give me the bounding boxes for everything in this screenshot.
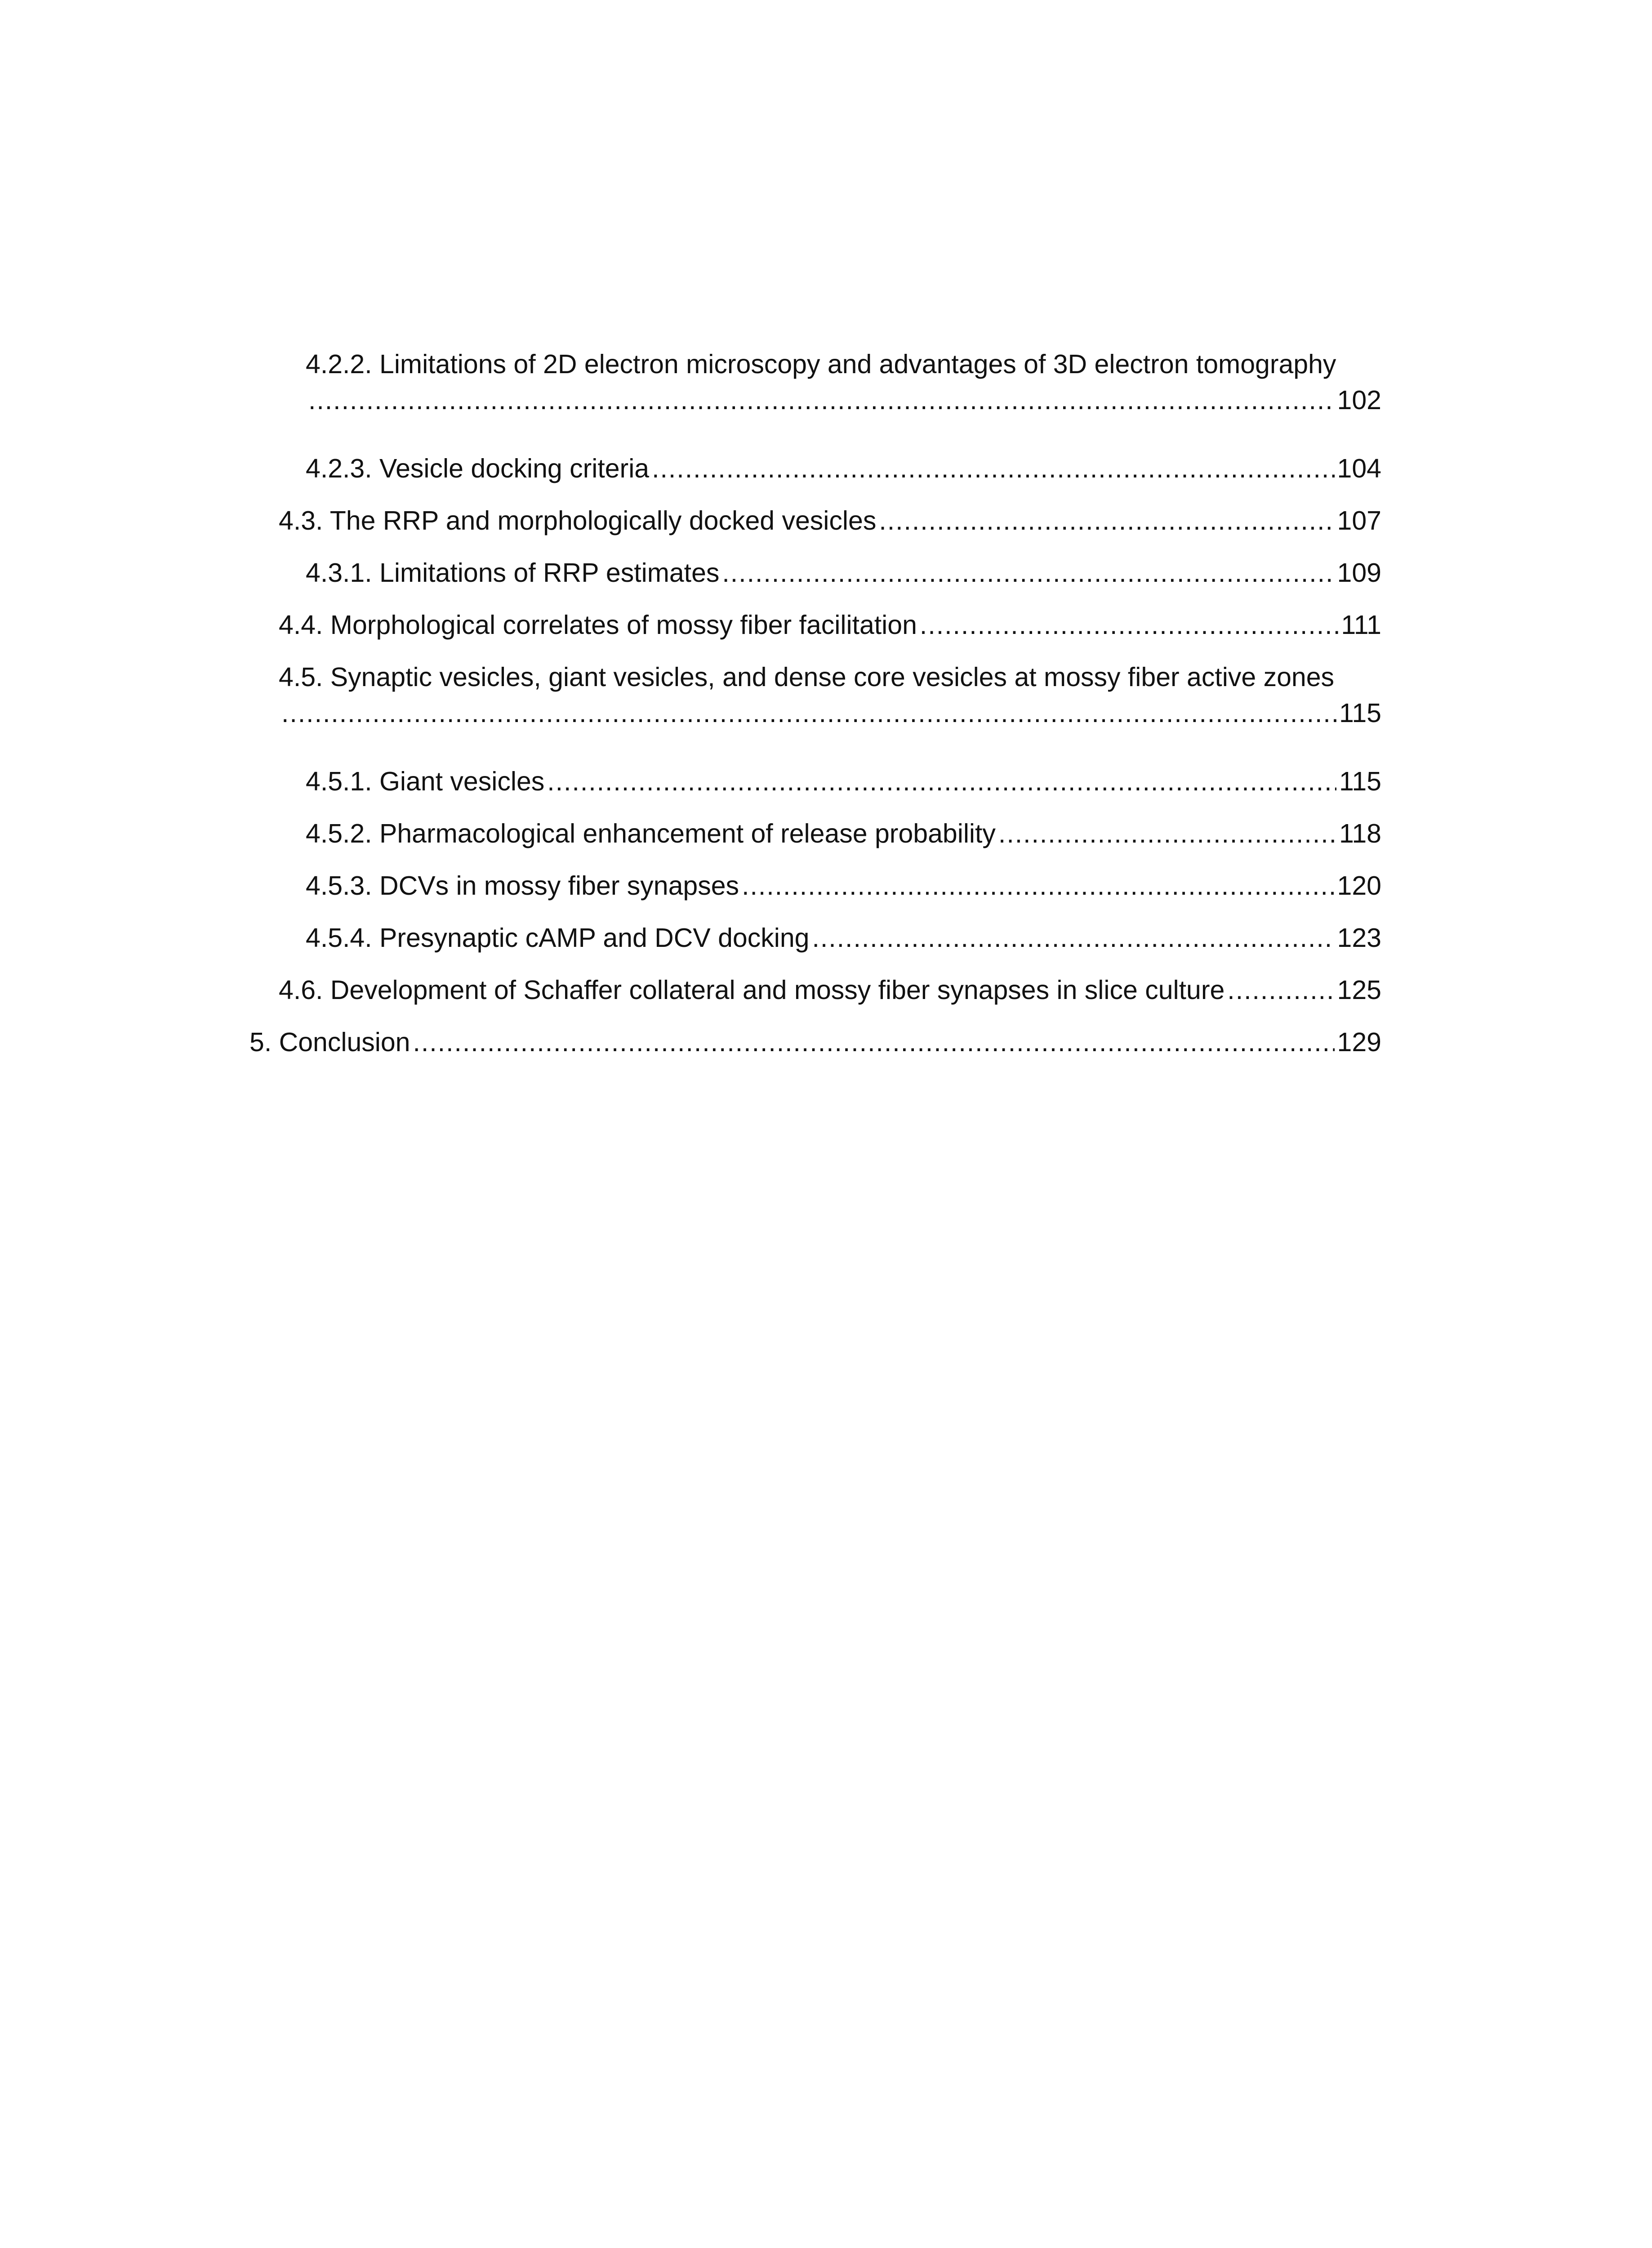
toc-entry-title: 5. Conclusion — [249, 1027, 410, 1057]
toc-page-number: 104 — [1337, 454, 1381, 483]
toc-leader-dots — [742, 868, 1334, 904]
toc-entry-4-3[interactable] — [279, 503, 1381, 539]
toc-page-number: 102 — [1337, 385, 1381, 415]
toc-leader-dots — [998, 816, 1336, 852]
toc-entry-5[interactable] — [249, 1024, 1381, 1060]
toc-page-number: 123 — [1337, 923, 1381, 953]
toc-entry-title: 4.2.3. Vesicle docking criteria — [306, 454, 650, 483]
toc-leader-dots — [722, 555, 1334, 591]
toc-entry-4-3-1[interactable] — [306, 555, 1381, 591]
toc-entry-title: 4.2.2. Limitations of 2D electron microscopy and advantages of 3D electron tomography — [306, 349, 1336, 379]
toc-entry-4-4[interactable] — [279, 607, 1381, 643]
toc-leader-dots — [281, 695, 1336, 731]
toc-page-number: 129 — [1337, 1027, 1381, 1057]
toc-entry-4-5-2[interactable] — [306, 816, 1381, 852]
toc-page-number: 111 — [1341, 610, 1381, 640]
toc-leader-dots — [308, 382, 1335, 418]
toc-entry-title: 4.5.2. Pharmacological enhancement of release probability — [306, 819, 996, 848]
toc-page-number: 115 — [1339, 767, 1381, 796]
toc-entry-4-5-1[interactable] — [306, 763, 1381, 799]
toc-entry-title: 4.4. Morphological correlates of mossy fiber facilitation — [279, 610, 917, 640]
toc-entry-title: 4.6. Development of Schaffer collateral and mossy fiber synapses in slice culture — [279, 975, 1225, 1005]
toc-leader-dots — [812, 920, 1334, 956]
toc-page-number: 118 — [1339, 819, 1381, 848]
toc-entry-4-6[interactable] — [279, 972, 1381, 1008]
toc-entry-title: 4.3.1. Limitations of RRP estimates — [306, 558, 720, 588]
toc-page-number: 120 — [1337, 871, 1381, 901]
toc-page-number: 107 — [1337, 506, 1381, 535]
toc-entry-title: 4.5.4. Presynaptic cAMP and DCV docking — [306, 923, 810, 953]
toc-leader-dots — [920, 607, 1338, 643]
toc-page-number: 109 — [1337, 558, 1381, 588]
toc-entry-title: 4.5.1. Giant vesicles — [306, 767, 545, 796]
toc-leader-dots — [879, 503, 1334, 539]
toc-leader-dots — [413, 1024, 1335, 1060]
toc-leader-dots — [652, 450, 1334, 486]
toc-page-number: 125 — [1337, 975, 1381, 1005]
toc-leader-dots — [547, 763, 1336, 799]
toc-entry-title: 4.5. Synaptic vesicles, giant vesicles, and dense core vesicles at mossy fiber active zones — [279, 662, 1335, 692]
toc-entry-4-2-3[interactable] — [306, 450, 1381, 486]
toc-entry-title: 4.5.3. DCVs in mossy fiber synapses — [306, 871, 739, 901]
toc-entry-4-2-2[interactable] — [306, 346, 1381, 418]
toc-entry-4-5-4[interactable] — [306, 920, 1381, 956]
toc-leader-dots — [1227, 972, 1334, 1008]
toc-entry-4-5-3[interactable] — [306, 868, 1381, 904]
toc-entry-4-5[interactable] — [279, 659, 1381, 731]
toc-entry-title: 4.3. The RRP and morphologically docked vesicles — [279, 506, 877, 535]
toc-page-number: 115 — [1339, 698, 1381, 728]
